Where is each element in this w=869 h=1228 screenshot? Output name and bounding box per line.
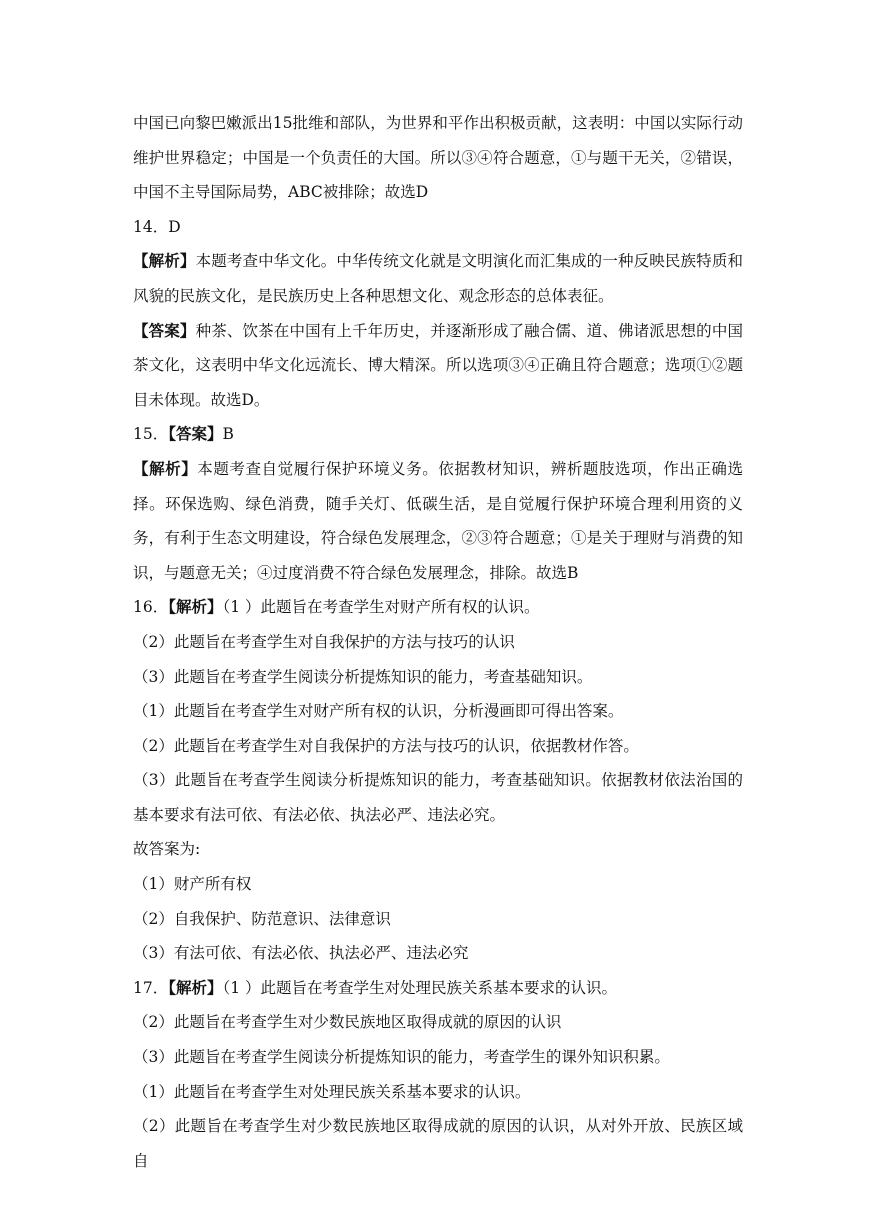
answer-label: 【答案】 bbox=[168, 424, 223, 444]
question-number: 17． bbox=[133, 978, 169, 997]
analysis-label: 【解析】 bbox=[168, 977, 223, 997]
question-number: 16． bbox=[133, 598, 169, 617]
list-item: （1）财产所有权 bbox=[133, 875, 252, 894]
analysis-text: 本题考查中华文化。中华传统文化就是文明演化而汇集成的一种反映民族特质和风貌的民族文化，是民族历史上各种思想文化、观念形态的总体表征。 bbox=[133, 252, 743, 305]
paragraph-q15-analysis bbox=[133, 452, 743, 590]
list-item: （2）此题旨在考查学生对自我保护的方法与技巧的认识 bbox=[133, 632, 515, 651]
list-item: （3）此题旨在考查学生阅读分析提炼知识的能力，考查学生的课外知识积累。 bbox=[133, 1048, 670, 1067]
list-item: （2）此题旨在考查学生对少数民族地区取得成就的原因的认识 bbox=[133, 1013, 562, 1032]
list-item: （2）此题旨在考查学生对自我保护的方法与技巧的认识，依据教材作答。 bbox=[133, 736, 639, 755]
question-number: 15． bbox=[133, 425, 169, 444]
list-item: （2）此题旨在考查学生对少数民族地区取得成就的原因的认识，从对外开放、民族区域自 bbox=[133, 1117, 743, 1170]
analysis-text: （1 ）此题旨在考查学生对财产所有权的认识。 bbox=[222, 598, 540, 617]
answer-heading: 故答案为: bbox=[133, 840, 201, 859]
analysis-label: 【解析】 bbox=[133, 251, 196, 271]
answer-q15 bbox=[133, 417, 743, 452]
list-item: （1）此题旨在考查学生对处理民族关系基本要求的认识。 bbox=[133, 1082, 531, 1101]
analysis-text: 本题考查自觉履行保护环境义务。依据教材知识，辨析题肢选项，作出正确选择。环保选购、绿色消费，随手关灯、低碳生活，是自觉履行保护环境合理利用资的义务，有利于生态文明建设，符合绿色发展理念，②③符合题意；①是关于理财与消费的知识，与题意无关；④过度消费不符合绿色发展理念，排除。故选B bbox=[133, 459, 743, 582]
answer-text: 种茶、饮茶在中国有上千年历史，并逐渐形成了融合儒、道、佛诸派思想的中国茶文化，这表明中华文化远流长、博大精深。所以选项③④正确且符合题意；选项①②题目未体现。故选D。 bbox=[133, 321, 743, 409]
answer-q14: 14．D bbox=[133, 217, 181, 236]
paragraph-q13-explanation: 中国已向黎巴嫩派出15批维和部队，为世界和平作出积极贡献，这表明：中国以实际行动维护世界稳定；中国是一个负责任的大国。所以③④符合题意，①与题干无关，②错误，中国不主导国际局势，ABC被排除；故选D bbox=[133, 114, 743, 202]
list-item: （3）此题旨在考查学生阅读分析提炼知识的能力，考查基础知识。 bbox=[133, 667, 593, 686]
paragraph-q14-analysis bbox=[133, 244, 743, 313]
list-item: （2）自我保护、防范意识、法律意识 bbox=[133, 909, 391, 928]
list-item: （1）此题旨在考查学生对财产所有权的认识，分析漫画即可得出答案。 bbox=[133, 702, 624, 721]
list-item: （3）有法可依、有法必依、执法必严、违法必究 bbox=[133, 944, 469, 963]
paragraph-q17-analysis bbox=[133, 971, 743, 1006]
analysis-text: （1 ）此题旨在考查学生对处理民族关系基本要求的认识。 bbox=[222, 978, 618, 997]
answer-text: B bbox=[222, 425, 234, 444]
paragraph-q14-answer bbox=[133, 314, 743, 418]
answer-label: 【答案】 bbox=[133, 320, 196, 340]
analysis-label: 【解析】 bbox=[133, 458, 198, 478]
paragraph-q16-analysis bbox=[133, 590, 743, 625]
list-item: （3）此题旨在考查学生阅读分析提炼知识的能力，考查基础知识。依据教材依法治国的基本要求有法可依、有法必依、执法必严、违法必究。 bbox=[133, 771, 743, 824]
analysis-label: 【解析】 bbox=[168, 597, 223, 617]
